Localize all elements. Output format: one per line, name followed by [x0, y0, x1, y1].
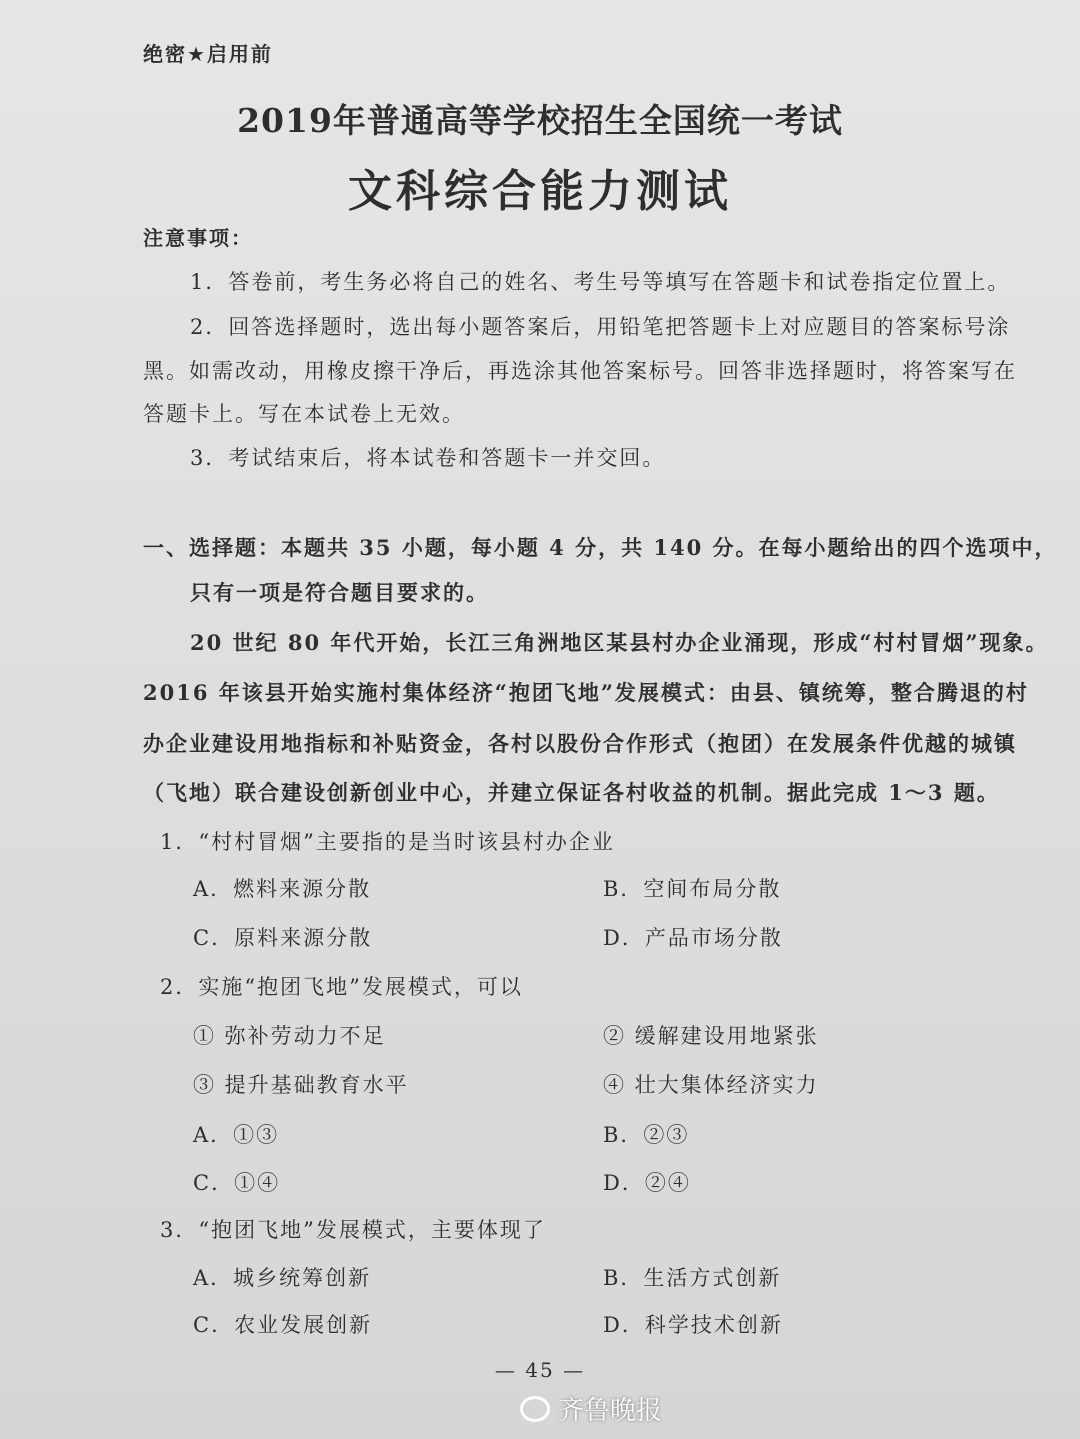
passage-line: （飞地）联合建设创新创业中心，并建立保证各村收益的机制。据此完成 1～3 题。 — [143, 780, 1000, 805]
option: D．②④ — [603, 1171, 691, 1195]
section-heading-cont: 只有一项是符合题目要求的。 — [190, 580, 489, 605]
note-line: 2．回答选择题时，选出每小题答案后，用铅笔把答题卡上对应题目的答案标号涂 — [190, 315, 1011, 339]
option: A．①③ — [193, 1123, 280, 1147]
weibo-icon — [520, 1396, 550, 1422]
option: B．②③ — [603, 1123, 690, 1147]
option: A．城乡统筹创新 — [193, 1266, 372, 1290]
passage-line: 办企业建设用地指标和补贴资金，各村以股份合作形式（抱团）在发展条件优越的城镇 — [143, 731, 1017, 756]
option: B．空间布局分散 — [603, 877, 782, 901]
question-stem: 1．“村村冒烟”主要指的是当时该县村办企业 — [160, 830, 615, 854]
passage-line: 20 世纪 80 年代开始，长江三角洲地区某县村办企业涌现，形成“村村冒烟”现象。 — [190, 630, 1049, 655]
statement-item: ③ 提升基础教育水平 — [193, 1073, 409, 1097]
classification-label: 绝密★启用前 — [143, 42, 273, 66]
question-stem: 2．实施“抱团飞地”发展模式，可以 — [160, 975, 523, 999]
option: C．原料来源分散 — [193, 926, 373, 950]
note-line: 答题卡上。写在本试卷上无效。 — [143, 402, 465, 426]
note-line: 3．考试结束后，将本试卷和答题卡一并交回。 — [190, 446, 666, 470]
exam-title: 2019年普通高等学校招生全国统一考试 — [237, 101, 843, 140]
option: B．生活方式创新 — [603, 1266, 782, 1290]
watermark-text: 齐鲁晚报 — [558, 1396, 663, 1426]
question-stem: 3．“抱团飞地”发展模式，主要体现了 — [160, 1218, 546, 1242]
note-line: 1．答卷前，考生务必将自己的姓名、考生号等填写在答题卡和试卷指定位置上。 — [190, 270, 1011, 294]
statement-item: ② 缓解建设用地紧张 — [603, 1024, 819, 1048]
notes-heading: 注意事项： — [143, 226, 253, 250]
section-heading: 一、选择题：本题共 35 小题，每小题 4 分，共 140 分。在每小题给出的四个选项中， — [143, 535, 1058, 560]
option: C．农业发展创新 — [193, 1313, 373, 1337]
passage-line: 2016 年该县开始实施村集体经济“抱团飞地”发展模式：由县、镇统筹，整合腾退的村 — [143, 680, 1029, 705]
statement-item: ④ 壮大集体经济实力 — [603, 1073, 819, 1097]
page-number: — 45 — — [494, 1358, 586, 1382]
option: D．科学技术创新 — [603, 1313, 783, 1337]
statement-item: ① 弥补劳动力不足 — [193, 1024, 386, 1048]
option: C．①④ — [193, 1171, 281, 1195]
option: D．产品市场分散 — [603, 926, 783, 950]
watermark — [520, 1390, 662, 1427]
note-line: 黑。如需改动，用橡皮擦干净后，再选涂其他答案标号。回答非选择题时，将答案写在 — [143, 359, 1017, 383]
option: A．燃料来源分散 — [193, 877, 372, 901]
exam-subtitle: 文科综合能力测试 — [348, 166, 732, 217]
